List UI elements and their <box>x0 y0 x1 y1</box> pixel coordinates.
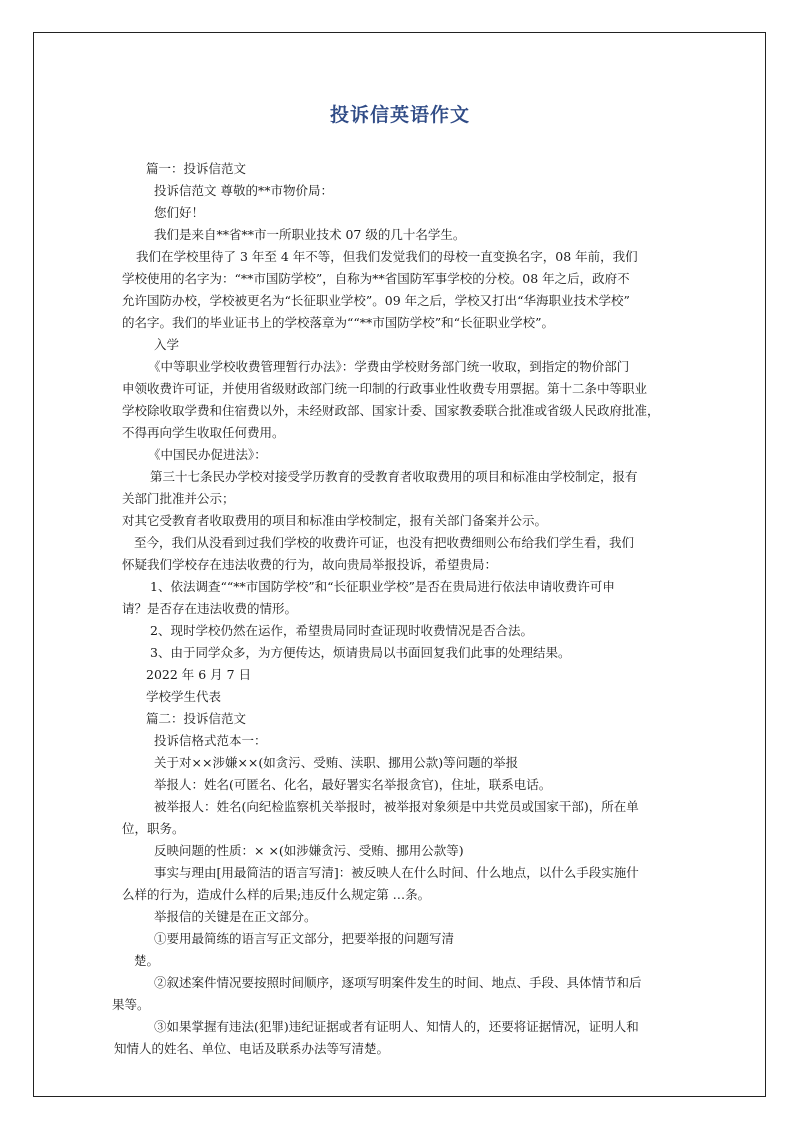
body-line: 我们是来自**省**市一所职业技术 07 级的几十名学生。 <box>154 227 466 242</box>
body-line: 至今，我们从没看到过我们学校的收费许可证，也没有把收费细则公布给我们学生看，我们 <box>134 535 635 550</box>
body-line: 3、由于同学众多，为方便传达，烦请贵局以书面回复我们此事的处理结果。 <box>150 645 571 660</box>
body-line: 2、现时学校仍然在运作，希望贵局同时查证现时收费情况是否合法。 <box>150 623 533 638</box>
body-line: 篇一：投诉信范文 <box>146 161 247 176</box>
body-line: 申领收费许可证，并使用省级财政部门统一印制的行政事业性收费专用票据。第十二条中等职业 <box>122 381 648 396</box>
body-line: ②叙述案件情况要按照时间顺序，逐项写明案件发生的时间、地点、手段、具体情节和后 <box>154 975 642 990</box>
body-line: 关部门批准并公示； <box>122 491 235 506</box>
body-line: 么样的行为，造成什么样的后果;违反什么规定第 …条。 <box>122 887 431 902</box>
body-line: 学校使用的名字为：“**市国防学校”，自称为**省国防军事学校的分校。08 年之后，政府不 <box>122 271 630 286</box>
body-line: 举报人：姓名(可匿名、化名，最好署实名举报贪官)，住址，联系电话。 <box>154 777 552 792</box>
body-line: 的名字。我们的毕业证书上的学校落章为““**市国防学校”和“长征职业学校”。 <box>122 315 554 330</box>
body-line: 不得再向学生收取任何费用。 <box>122 425 285 440</box>
body-line: 我们在学校里待了 3 年至 4 年不等，但我们发觉我们的母校一直变换名字，08 年前，我们 <box>136 249 638 264</box>
body-line: 关于对××涉嫌××(如贪污、受贿、渎职、挪用公款)等问题的举报 <box>154 755 519 770</box>
body-line: 知情人的姓名、单位、电话及联系办法等写清楚。 <box>114 1041 390 1056</box>
body-line: 事实与理由[用最简洁的语言写清]：被反映人在什么时间、什么地点，以什么手段实施什 <box>154 865 639 880</box>
body-line: 投诉信格式范本一： <box>154 733 267 748</box>
body-line: 篇二：投诉信范文 <box>146 711 247 726</box>
body-line: 位，职务。 <box>122 821 185 836</box>
body-line: 楚。 <box>134 953 160 968</box>
body-line: 2022 年 6 月 7 日 <box>146 667 252 682</box>
body-line: 《中国民办促进法》： <box>148 447 267 462</box>
body-line: ③如果掌握有违法(犯罪)违纪证据或者有证明人、知情人的，还要将证据情况，证明人和 <box>154 1019 639 1034</box>
body-line: 学校学生代表 <box>146 689 222 704</box>
body-line: 怀疑我们学校存在违法收费的行为，故向贵局举报投诉，希望贵局： <box>122 557 498 572</box>
body-line: 反映问题的性质：× ×(如涉嫌贪污、受贿、挪用公款等) <box>154 843 464 858</box>
body-line: 您们好！ <box>154 205 205 220</box>
body-line: 对其它受教育者收取费用的项目和标准由学校制定，报有关部门备案并公示。 <box>122 513 548 528</box>
body-line: 学校除收取学费和住宿费以外，未经财政部、国家计委、国家教委联合批准或省级人民政府批准， <box>122 403 660 418</box>
body-line: 入学 <box>154 337 180 352</box>
body-line: 举报信的关键是在正文部分。 <box>154 909 317 924</box>
body-line: 投诉信范文 尊敬的**市物价局： <box>154 183 333 198</box>
body-line: 果等。 <box>112 997 150 1012</box>
body-line: 第三十七条民办学校对接受学历教育的受教育者收取费用的项目和标准由学校制定，报有 <box>150 469 638 484</box>
document-body <box>110 158 690 1060</box>
body-line: 允许国防办校，学校被更名为“长征职业学校”。09 年之后，学校又打出“华海职业技术学校” <box>122 293 630 308</box>
document-title: 投诉信英语作文 <box>329 104 470 126</box>
body-line: ①要用最简练的语言写正文部分，把要举报的问题写清 <box>154 931 455 946</box>
body-line: 被举报人：姓名(向纪检监察机关举报时，被举报对象须是中共党员或国家干部)，所在单 <box>154 799 639 814</box>
body-line: 1、依法调查““**市国防学校”和“长征职业学校”是否在贵局进行依法申请收费许可申 <box>150 579 615 594</box>
body-line: 请？是否存在违法收费的情形。 <box>122 601 298 616</box>
body-line: 《中等职业学校收费管理暂行办法》：学费由学校财务部门统一收取，到指定的物价部门 <box>148 359 630 374</box>
